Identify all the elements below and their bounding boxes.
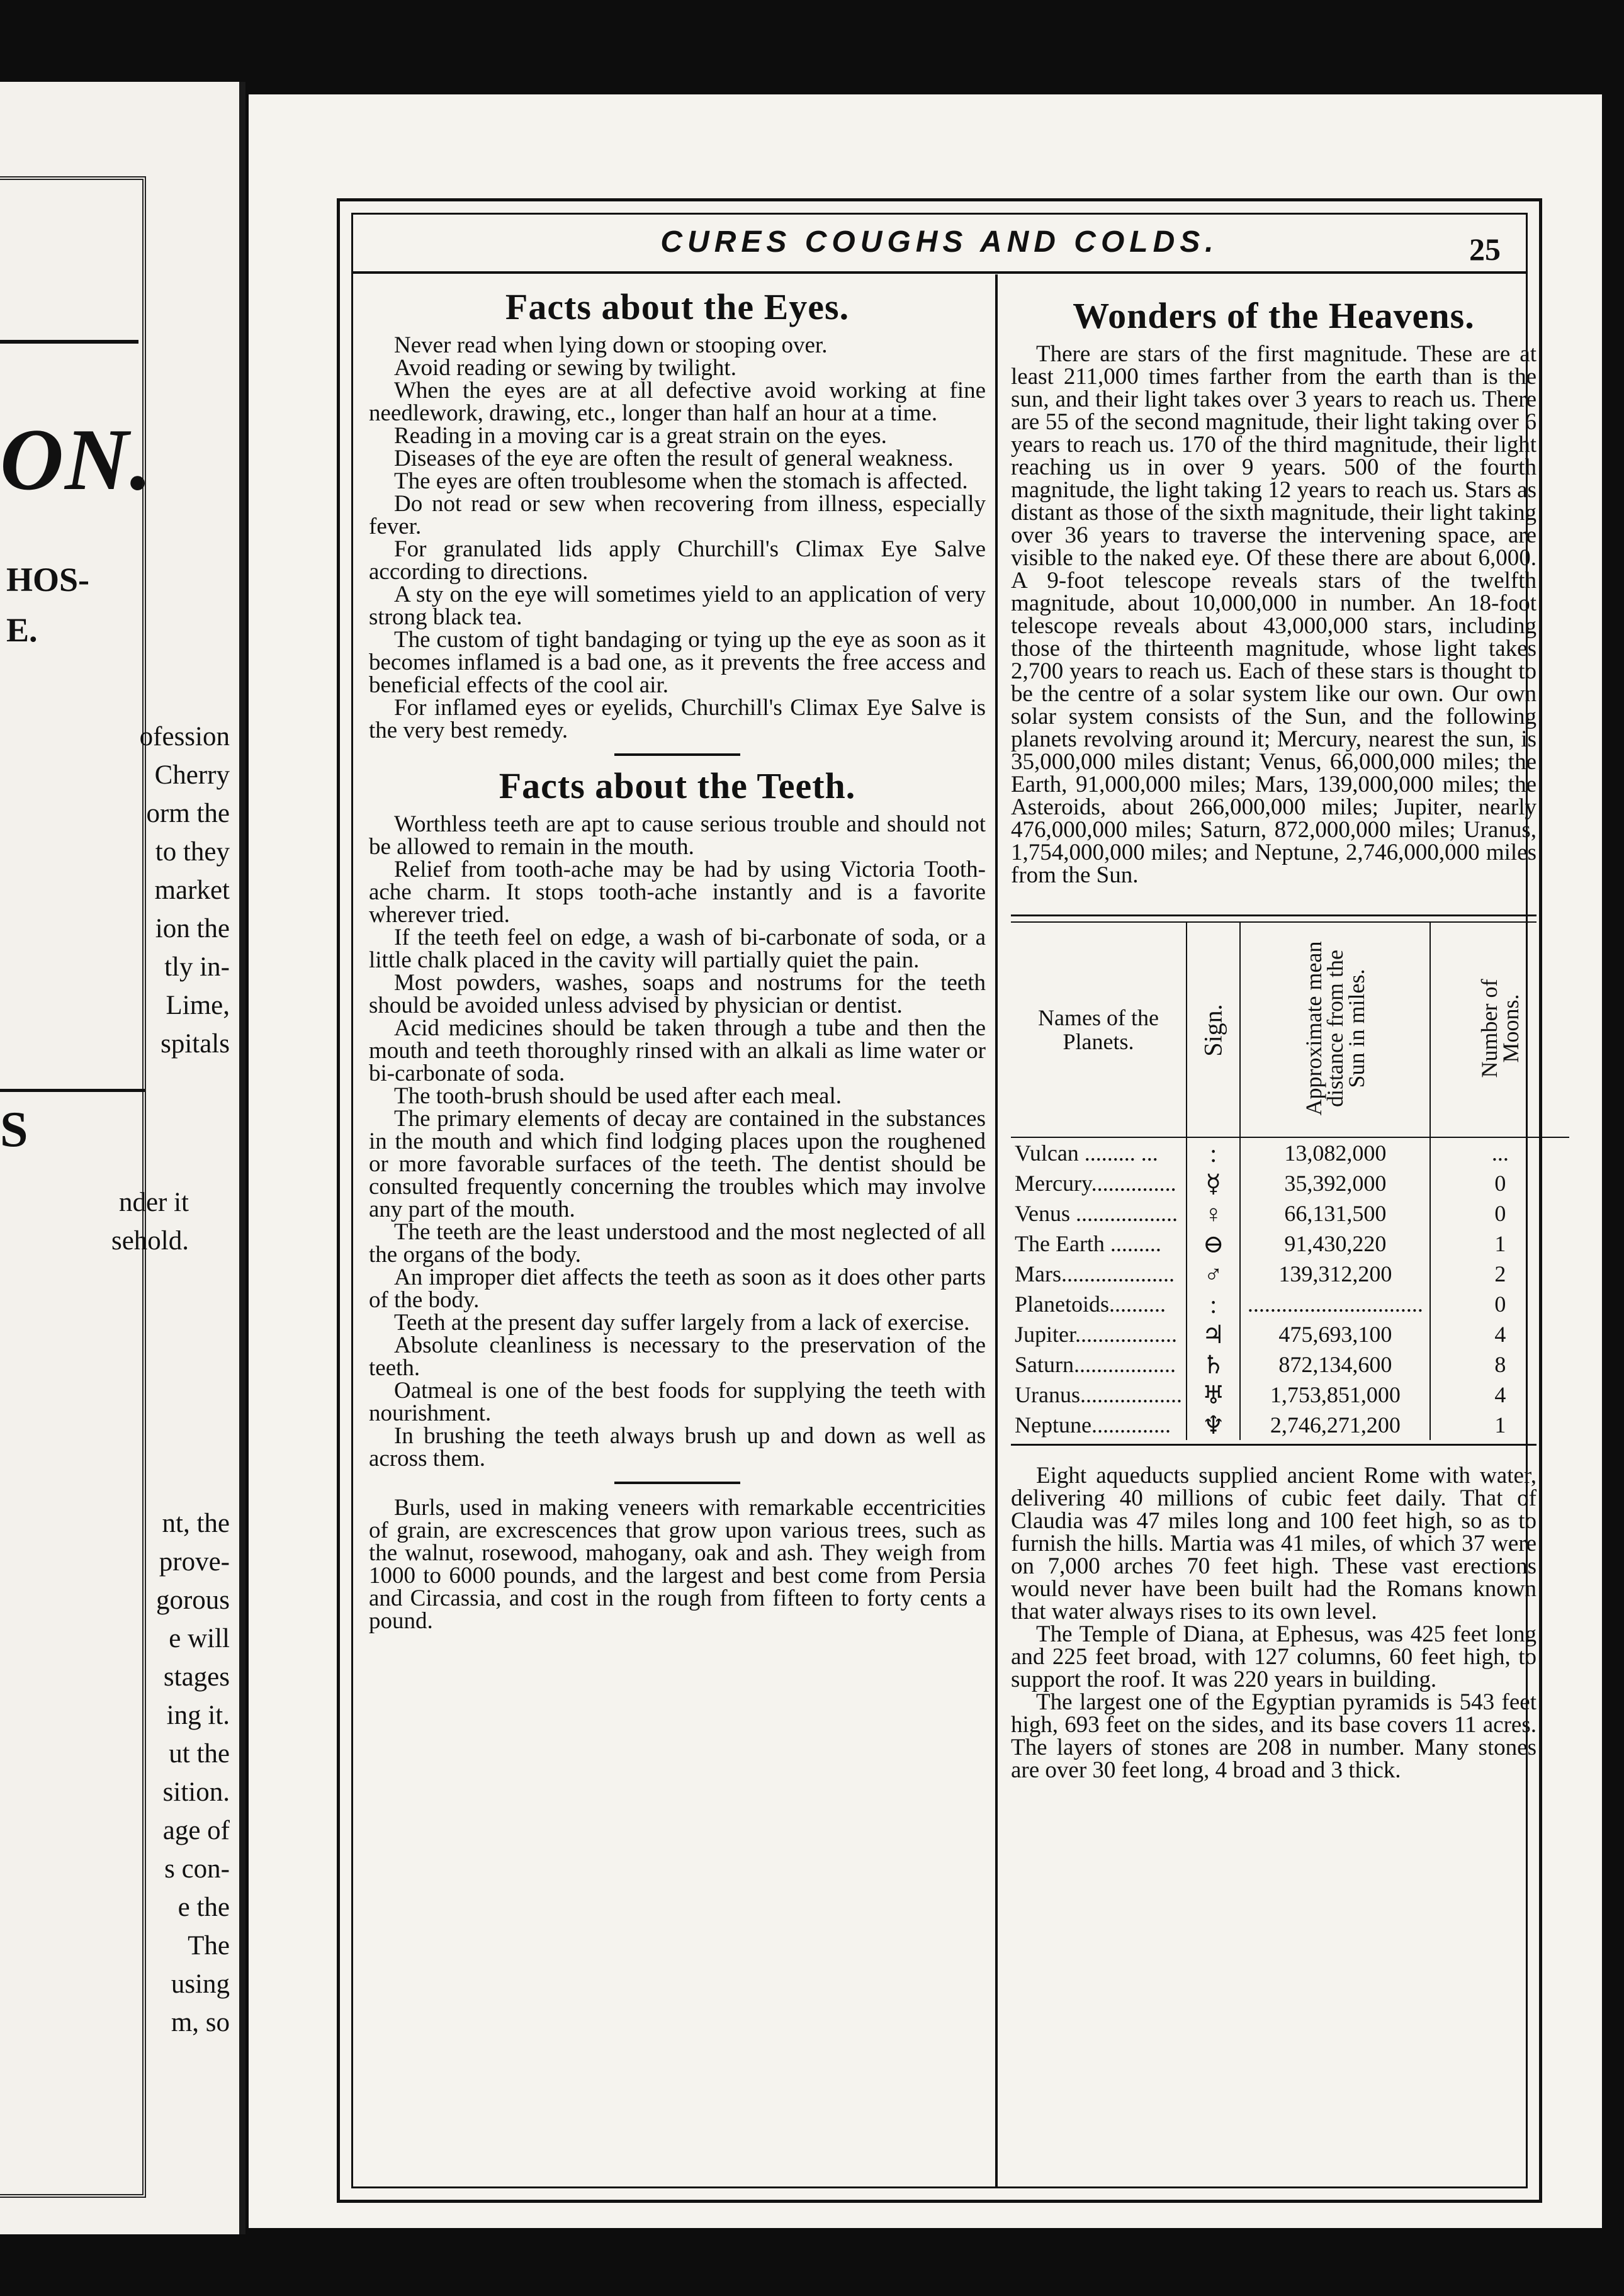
eyes-paragraph: Diseases of the eye are often the result of general weakness. [394, 446, 954, 471]
eyes-section [369, 286, 986, 742]
page-frame [337, 198, 1542, 2203]
running-title: CURES COUGHS AND COLDS. [660, 225, 1219, 259]
eyes-paragraph: The eyes are often troublesome when the stomach is affected. [394, 468, 968, 494]
previous-page-line: ofession [139, 722, 230, 751]
section-rule [614, 1482, 740, 1484]
planet-moons: ... [1491, 1140, 1509, 1166]
previous-page-line: e will [169, 1624, 230, 1653]
teeth-paragraph: The teeth are the least understood and the most neglected of all the organs of the body. [369, 1219, 986, 1268]
planet-distance: 139,312,200 [1240, 1259, 1430, 1289]
planet-name: Saturn.................. [1011, 1349, 1187, 1380]
table-row [1011, 1349, 1569, 1380]
table-row [1011, 1229, 1569, 1259]
header-rule [353, 271, 1526, 274]
planet-distance: 66,131,500 [1240, 1198, 1430, 1229]
previous-page-line: spitals [161, 1029, 230, 1059]
eyes-paragraph: Reading in a moving car is a great strain on the eyes. [394, 423, 887, 449]
page [249, 94, 1602, 2228]
header-distance-text: Approximate mean distance from the Sun in miles. [1301, 941, 1370, 1116]
planet-distance: 35,392,000 [1240, 1168, 1430, 1198]
previous-page-line: ut the [169, 1739, 230, 1769]
previous-page-line: age of [162, 1816, 230, 1845]
planet-sign: : [1187, 1289, 1240, 1319]
table-bottom-rule [1011, 1444, 1537, 1446]
previous-page-line: tly in- [164, 952, 230, 982]
teeth-paragraph: Worthless teeth are apt to cause serious trouble and should not be allowed to remain in the mouth. [369, 811, 986, 860]
right-column [1011, 281, 1537, 1782]
header-moons [1430, 923, 1569, 1137]
teeth-paragraph: In brushing the teeth always brush up and down as well as across them. [369, 1423, 986, 1472]
section-rule [614, 753, 740, 756]
planet-sign: ♆ [1187, 1410, 1240, 1440]
previous-page-line: using [171, 1969, 230, 1999]
column-divider [995, 274, 998, 2186]
planet-table-section [1011, 914, 1537, 1446]
header-planet-names-text: Names of the Planets. [1038, 1005, 1159, 1054]
previous-page-line: Lime, [166, 991, 230, 1020]
table-row [1011, 1289, 1569, 1319]
planet-distance: 1,753,851,000 [1240, 1380, 1430, 1410]
aqueducts-section [1011, 1465, 1537, 1782]
burls-section [369, 1497, 986, 1633]
planet-table-header-row [1011, 923, 1569, 1137]
planet-name: Mercury............... [1011, 1168, 1187, 1198]
planet-name: Planetoids.......... [1011, 1289, 1187, 1319]
previous-page-line: e the [178, 1893, 230, 1922]
planet-moons: 8 [1494, 1352, 1506, 1377]
previous-page-line: ing it. [166, 1701, 230, 1730]
planet-sign: ⊖ [1187, 1229, 1240, 1259]
planet-sign: ♂ [1187, 1259, 1240, 1289]
planet-distance: 475,693,100 [1240, 1319, 1430, 1349]
previous-page-line: to they [155, 837, 230, 867]
planet-name: Mars.................... [1011, 1259, 1187, 1289]
planet-sign: : [1187, 1137, 1240, 1168]
heavens-title: Wonders of the Heavens. [1073, 295, 1475, 336]
previous-page-subheading-2: E. [6, 611, 38, 649]
eyes-paragraph: When the eyes are at all defective avoid working at fine needlework, drawing, etc., longer than half an hour at a time. [369, 378, 986, 426]
teeth-paragraph: Most powders, washes, soaps and nostrums for the teeth should be avoided unless advised by physician or dentist. [369, 970, 986, 1018]
table-row [1011, 1198, 1569, 1229]
teeth-paragraph: An improper diet affects the teeth as soon as it does other parts of the body. [369, 1264, 986, 1313]
teeth-paragraph: Absolute cleanliness is necessary to the preservation of the teeth. [369, 1332, 986, 1381]
planet-distance: 91,430,220 [1240, 1229, 1430, 1259]
previous-page-line: ion the [155, 914, 230, 943]
planet-distance: 2,746,271,200 [1240, 1410, 1430, 1440]
previous-page-line: s con- [164, 1854, 230, 1884]
eyes-paragraph: For inflamed eyes or eyelids, Churchill's Climax Eye Salve is the very best remedy. [369, 695, 986, 743]
previous-page-line: orm the [146, 799, 230, 828]
planet-distance: ............................... [1240, 1289, 1430, 1319]
eyes-paragraph: For granulated lids apply Churchill's Climax Eye Salve according to directions. [369, 536, 986, 585]
page-inner-frame [351, 213, 1537, 2188]
previous-page-line: Cherry [154, 760, 230, 790]
previous-page-heading: ON. [0, 411, 154, 509]
previous-page-line: gorous [155, 1585, 230, 1615]
previous-page-line: m, so [171, 2008, 230, 2037]
table-row [1011, 1168, 1569, 1198]
previous-page-text-block-1 [0, 718, 230, 1063]
planet-sign: ♀ [1187, 1198, 1240, 1229]
previous-page-line: sition. [162, 1777, 230, 1807]
previous-page-line: The [188, 1931, 230, 1961]
planet-moons: 2 [1494, 1261, 1506, 1286]
eyes-paragraph: The custom of tight bandaging or tying up the eye as soon as it becomes inflamed is a bad one, as it prevents the free access and beneficial effects of the cool air. [369, 627, 986, 698]
previous-page-subheading-1: HOS- [6, 561, 90, 599]
teeth-title: Facts about the Teeth. [499, 765, 856, 806]
pyramid-paragraph: The largest one of the Egyptian pyramids is 543 feet high, 693 feet on the sides, and its base covers 11 acres. The layers of stones are 208 in number. Many stones are over 30 feet long, 4 broad and 3 thick. [1011, 1689, 1537, 1783]
planet-moons: 4 [1494, 1382, 1506, 1407]
planet-name: Jupiter.................. [1011, 1319, 1187, 1349]
header-sign-text: Sign. [1198, 1003, 1227, 1057]
eyes-paragraph: Do not read or sew when recovering from illness, especially fever. [369, 491, 986, 539]
header-moons-text: Number of Moons. [1477, 979, 1524, 1078]
planet-name: Venus .................. [1011, 1198, 1187, 1229]
header-distance [1240, 923, 1430, 1137]
teeth-paragraph: Teeth at the present day suffer largely from a lack of exercise. [394, 1310, 970, 1336]
previous-page-rule [0, 340, 138, 344]
previous-page-line: prove- [159, 1547, 230, 1577]
aqueducts-paragraph: Eight aqueducts supplied ancient Rome with water, delivering 40 millions of cubic feet daily. That of Claudia was 47 miles long and 100 feet high, so as to furnish the hills. Martia was 41 miles, of which 37 were on 7,000 arches 70 feet high. These vast erections would never have been built had the Romans known that water always rises to its own level. [1011, 1463, 1537, 1624]
planet-sign: ☿ [1187, 1168, 1240, 1198]
planet-sign: ♃ [1187, 1319, 1240, 1349]
planet-name: Neptune.............. [1011, 1410, 1187, 1440]
eyes-paragraphs [369, 334, 986, 742]
previous-page-text-block-3 [0, 1504, 230, 2042]
teeth-paragraph: Relief from tooth-ache may be had by using Victoria Tooth-ache charm. It stops tooth-ache instantly and is a favorite wherever tried. [369, 857, 986, 928]
planet-moons: 0 [1494, 1292, 1506, 1317]
table-row [1011, 1319, 1569, 1349]
planet-sign: ♅ [1187, 1380, 1240, 1410]
page-number: 25 [1469, 232, 1501, 267]
left-column [369, 281, 986, 1633]
table-row [1011, 1410, 1569, 1440]
eyes-title: Facts about the Eyes. [505, 286, 850, 327]
planet-moons: 4 [1494, 1322, 1506, 1347]
previous-page-letter: S [0, 1102, 28, 1157]
header-sign [1187, 923, 1240, 1137]
table-row [1011, 1137, 1569, 1168]
previous-page-line: stages [163, 1662, 230, 1692]
previous-page-line: nt, the [162, 1509, 230, 1538]
eyes-paragraph: Avoid reading or sewing by twilight. [394, 355, 736, 381]
previous-page-line: market [154, 875, 230, 905]
teeth-paragraph: The tooth-brush should be used after each meal. [394, 1083, 842, 1109]
heavens-section [1011, 295, 1537, 887]
planet-moons: 1 [1494, 1412, 1506, 1438]
teeth-paragraph: Acid medicines should be taken through a tube and then the mouth and teeth thoroughly rinsed with an alkali as lime water or bi-carbonate of soda. [369, 1015, 986, 1086]
planet-moons: 0 [1494, 1201, 1506, 1226]
planet-moons: 0 [1494, 1171, 1506, 1196]
running-head [353, 212, 1526, 269]
planet-distance: 13,082,000 [1240, 1137, 1430, 1168]
teeth-paragraph: Oatmeal is one of the best foods for supplying the teeth with nourishment. [369, 1378, 986, 1426]
planet-distance: 872,134,600 [1240, 1349, 1430, 1380]
teeth-section [369, 765, 986, 1470]
teeth-paragraph: If the teeth feel on edge, a wash of bi-carbonate of soda, or a little chalk placed in the cavity will partially quiet the pain. [369, 925, 986, 973]
teeth-paragraph: The primary elements of decay are contained in the substances in the mouth and which find lodging places upon the roughened or more favorable surfaces of the teeth. The dentist should be consulted frequently concerning the troubles which may involve any part of the mouth. [369, 1106, 986, 1222]
previous-page-mid-rule [0, 1089, 145, 1092]
previous-page-line: sehold. [111, 1226, 189, 1256]
header-planet-names [1011, 923, 1187, 1137]
eyes-paragraph: A sty on the eye will sometimes yield to an application of very strong black tea. [369, 582, 986, 630]
planet-table [1011, 923, 1569, 1440]
heavens-paragraph: There are stars of the first magnitude. These are at least 211,000 times farther from the earth than is the sun, and their light takes over 3 years to reach us. There are 55 of the second magnitude, their light taking over 6 years to reach us. 170 of the third magnitude, their light reaching us in over 9 years. 500 of the fourth magnitude, the light taking 12 years to reach us. Stars as distant as those of the sixth magnitude, their light taking over 36 years to traverse the intervening space, are visible to the naked eye. Of these there are about 6,000. A 9-foot telescope reveals stars of the twelfth magnitude, about 10,000,000 in number. An 18-foot telescope reveals about 43,000,000 stars, including those of the thirteenth magnitude, whose light takes 2,700 years to reach us. Each of these stars is thought to be the centre of a solar system like our own. Our own solar system consists of the Sun, and the following planets revolving around it; Mercury, nearest the sun, is 35,000,000 miles distant; Venus, 66,000,000 miles; the Earth, 91,000,000 miles; Mars, 139,000,000 miles; the Asteroids, about 266,000,000 miles; Jupiter, nearly 476,000,000 miles; Saturn, 872,000,000 miles; Uranus, 1,754,000,000 miles; and Neptune, 2,746,000,000 miles from the Sun. [1011, 341, 1537, 888]
planet-name: Uranus.................. [1011, 1380, 1187, 1410]
planet-moons: 1 [1494, 1231, 1506, 1256]
previous-page-line: nder it [118, 1188, 189, 1217]
temple-paragraph: The Temple of Diana, at Ephesus, was 425 feet long and 225 feet broad, with 127 columns, 60 feet high, to support the roof. It was 220 years in building. [1011, 1621, 1537, 1692]
previous-page-text-block-2 [0, 1183, 189, 1260]
planet-sign: ♄ [1187, 1349, 1240, 1380]
previous-page-fragment [0, 82, 245, 2234]
burls-paragraph: Burls, used in making veneers with remarkable eccentricities of grain, are excrescences that grow upon various trees, such as the walnut, rosewood, mahogany, oak and ash. They weigh from 1000 to 6000 pounds, and the largest and best come from Persia and Circassia, and cost in the rough from fifteen to forty cents a pound. [369, 1495, 986, 1634]
table-top-rule [1011, 914, 1537, 916]
eyes-paragraph: Never read when lying down or stooping over. [394, 332, 828, 358]
planet-name: The Earth ......... [1011, 1229, 1187, 1259]
table-row [1011, 1259, 1569, 1289]
planet-name: Vulcan ......... ... [1011, 1137, 1187, 1168]
table-row [1011, 1380, 1569, 1410]
